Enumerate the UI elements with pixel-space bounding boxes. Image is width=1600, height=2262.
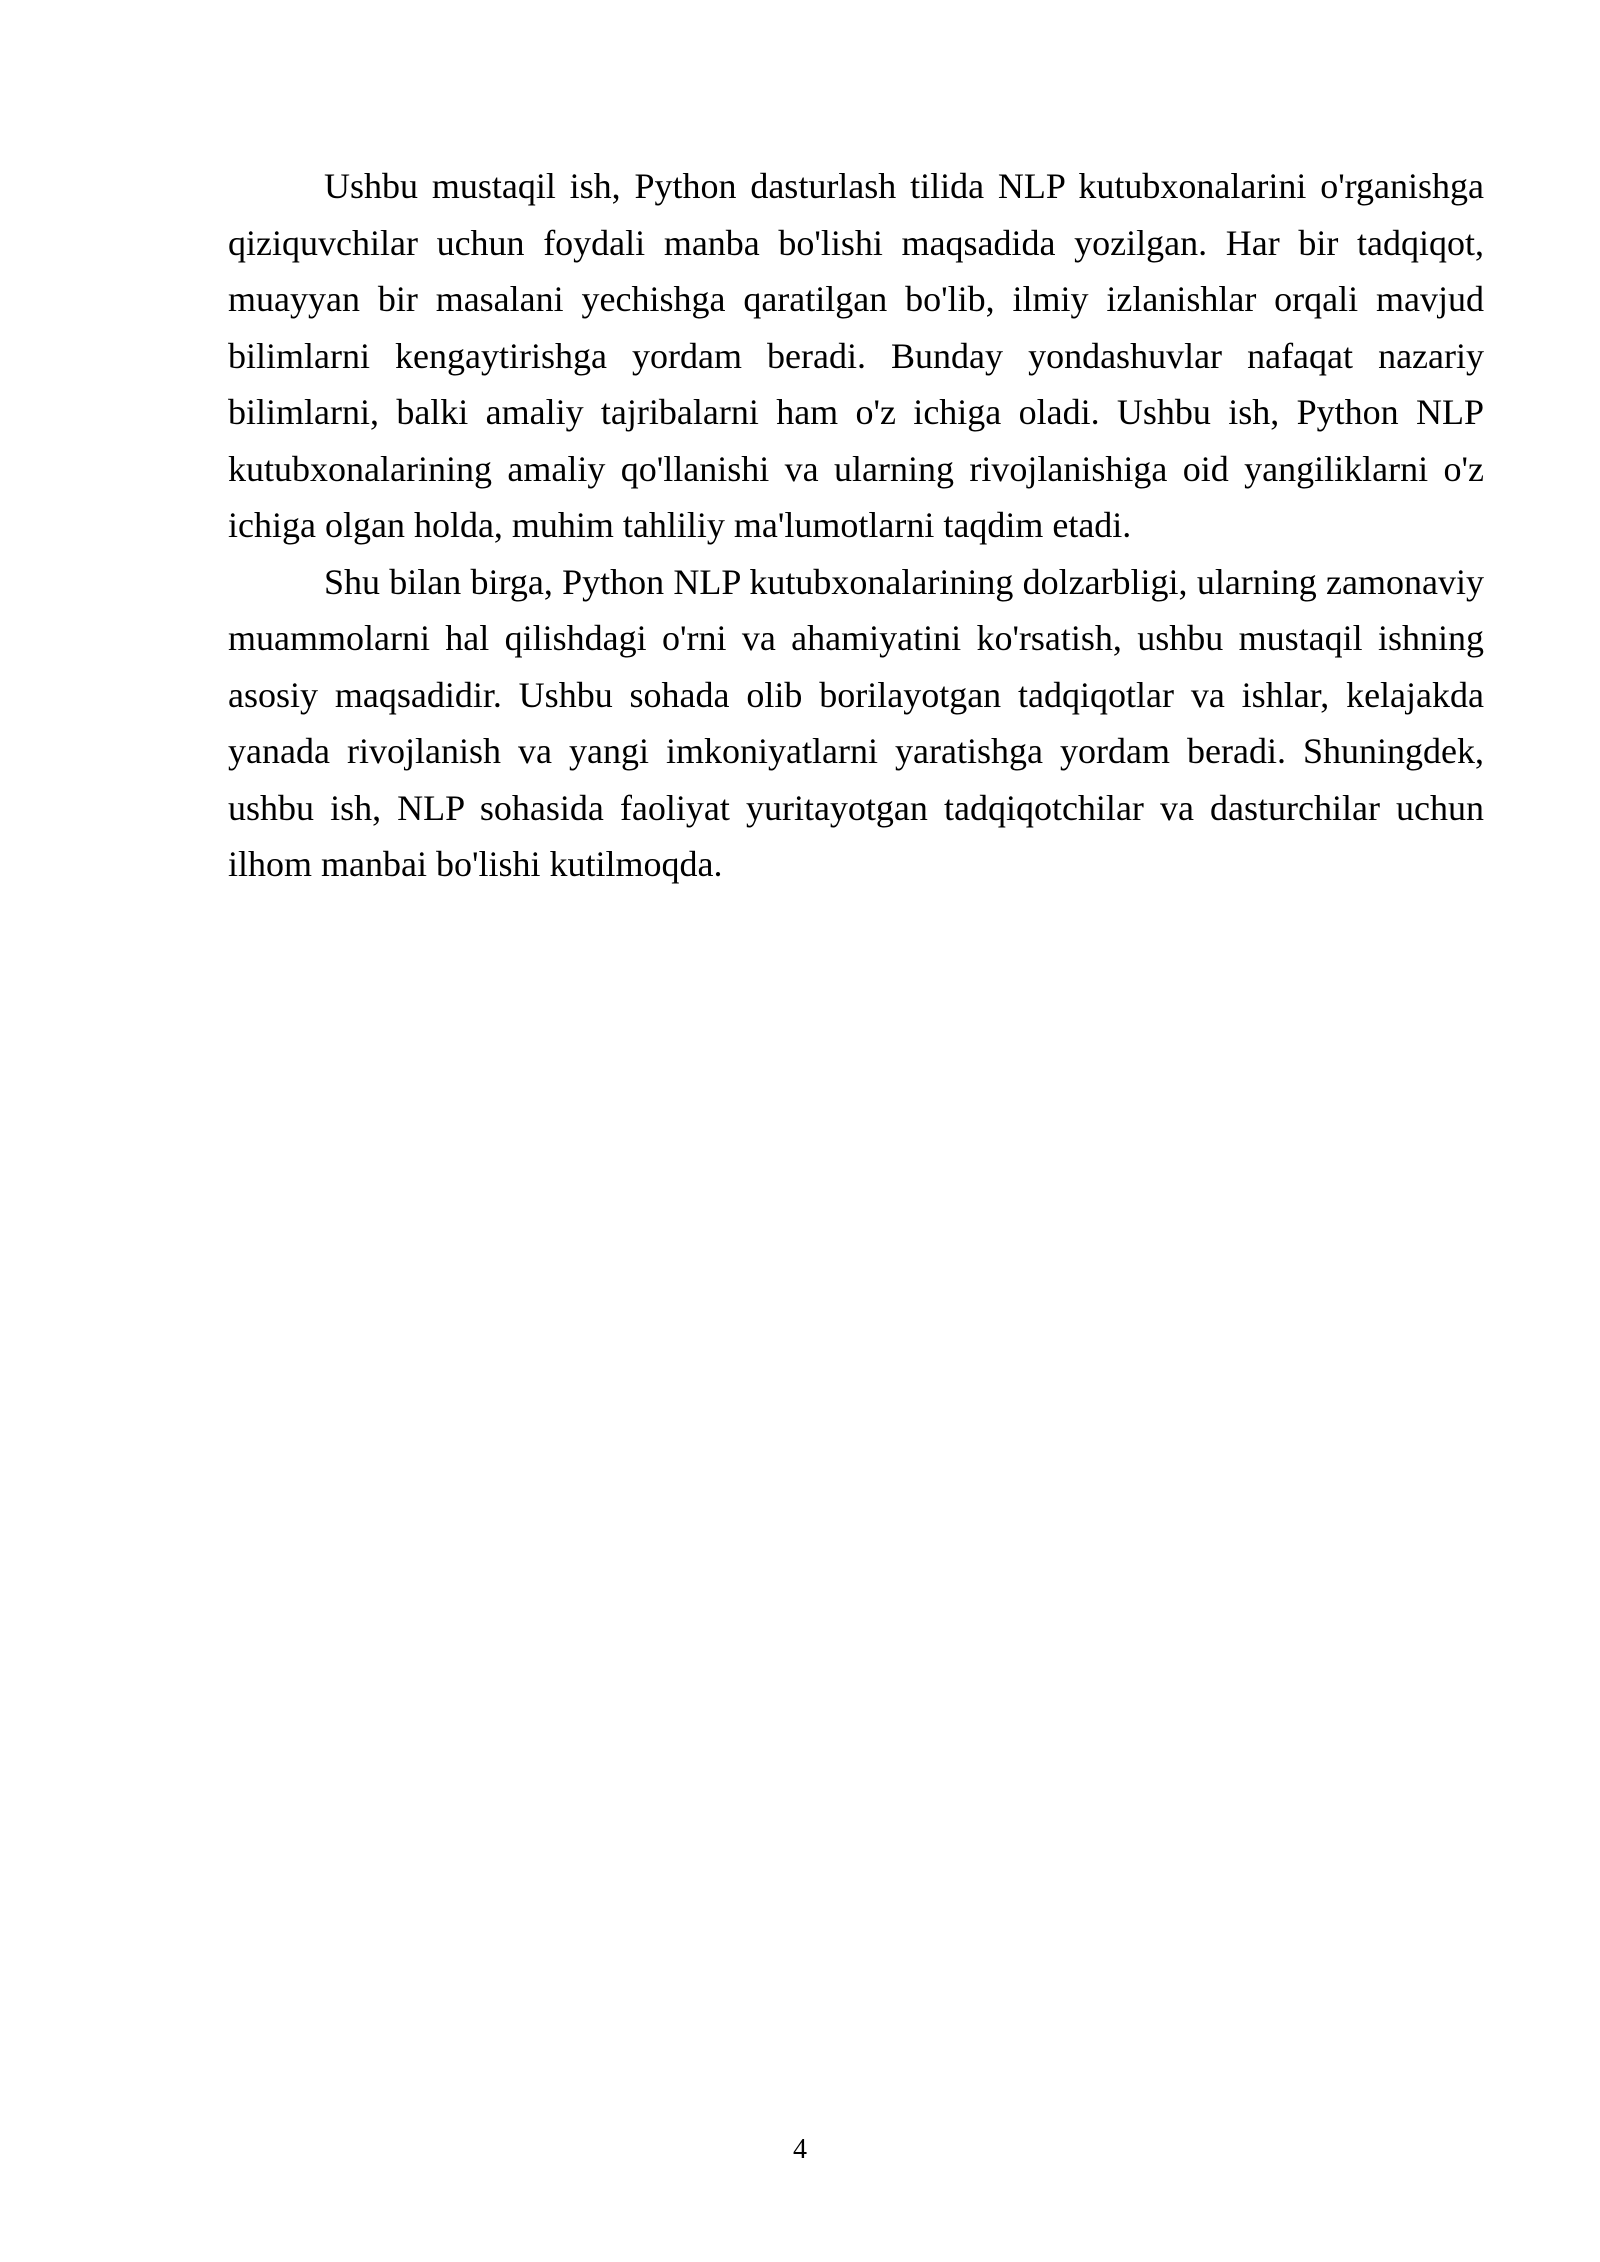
paragraph-1: Ushbu mustaqil ish, Python dasturlash tilida NLP kutubxonalarini o'rganishga qiziquvchilar uchun foydali manba bo'lishi maqsadida yozilgan. Har bir tadqiqot, muayyan bir masalani yechishga qaratilgan bo'lib, ilmiy izlanishlar orqali mavjud bilimlarni kengaytirishga yordam beradi. Bunday yondashuvlar nafaqat nazariy bilimlarni, balki amaliy tajribalarni ham o'z ichiga oladi. Ushbu ish, Python NLP kutubxonalarining amaliy qo'llanishi va ularning rivojlanishiga oid yangiliklarni o'z ichiga olgan holda, muhim tahliliy ma'lumotlarni taqdim etadi. bbox=[228, 166, 1484, 545]
page-number: 4 bbox=[793, 2134, 807, 2165]
body-text bbox=[228, 158, 1484, 893]
paragraph-2: Shu bilan birga, Python NLP kutubxonalarining dolzarbligi, ularning zamonaviy muammolarni hal qilishdagi o'rni va ahamiyatini ko'rsatish, ushbu mustaqil ishning asosiy maqsadidir. Ushbu sohada olib borilayotgan tadqiqotlar va ishlar, kelajakda yanada rivojlanish va yangi imkoniyatlarni yaratishga yordam beradi. Shuningdek, ushbu ish, NLP sohasida faoliyat yuritayotgan tadqiqotchilar va dasturchilar uchun ilhom manbai bo'lishi kutilmoqda. bbox=[228, 561, 1484, 884]
